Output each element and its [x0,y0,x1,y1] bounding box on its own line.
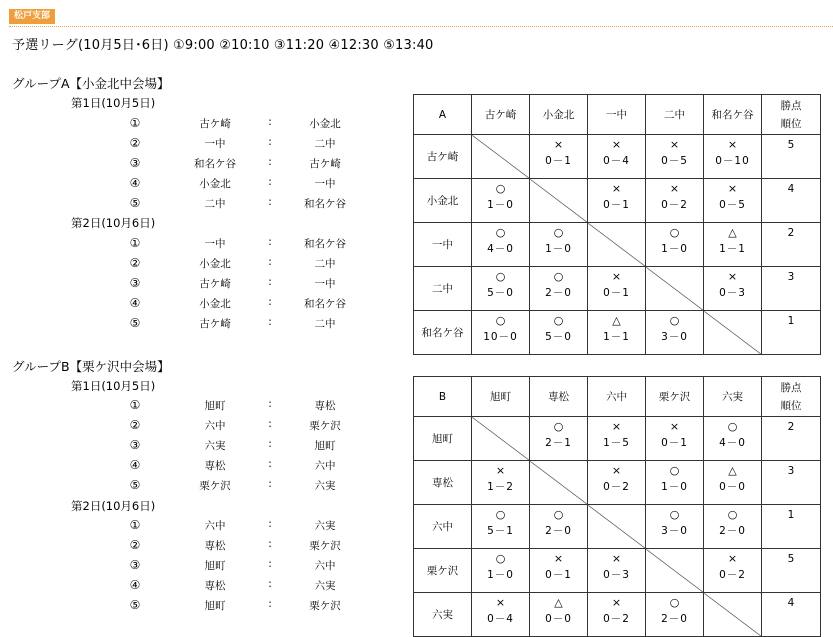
result-score: 0－2 [719,569,746,581]
result-mark: ○ [669,226,680,239]
result-cell [530,549,588,593]
result-cell [588,417,646,461]
result-mark: × [553,552,564,565]
match-number: ③ [129,156,141,170]
match-away-team: 一中 [314,178,336,190]
match-away-team: 一中 [314,278,336,290]
match-away-team: 二中 [314,258,336,270]
table-row [414,461,821,505]
table-header-row [414,377,821,417]
table-row [414,223,821,267]
table-row-team: 一中 [414,223,472,267]
self-cell-diagonal [646,549,704,593]
result-mark: ○ [553,226,564,239]
self-cell-diagonal [646,267,704,311]
match-away-team: 六実 [314,480,336,492]
result-mark: ○ [553,314,564,327]
result-cell [588,179,646,223]
result-mark: × [611,182,622,195]
rank-cell: 2 [762,223,821,267]
result-score: 5－0 [545,331,572,343]
result-cell [530,135,588,179]
result-score: 0－0 [719,481,746,493]
result-mark: ○ [495,552,506,565]
day-label: 第1日(10月5日) [71,96,156,110]
day-label: 第2日(10月6日) [71,216,156,230]
result-score: 1－2 [487,481,514,493]
result-cell [472,461,530,505]
result-cell [588,267,646,311]
result-cell [472,505,530,549]
match-row [0,176,400,196]
match-separator: : [268,458,272,470]
rank-cell: 3 [762,461,821,505]
result-cell [530,267,588,311]
table-row [414,179,821,223]
match-number: ④ [129,176,141,190]
table-column-team: 和名ケ谷 [704,95,762,135]
match-separator: : [268,518,272,530]
rank-cell: 4 [762,593,821,637]
self-cell-diagonal [472,417,530,461]
self-cell-diagonal [530,461,588,505]
result-score: 2－0 [661,613,688,625]
result-cell [704,505,762,549]
match-row [0,558,400,578]
table-column-team: 二中 [646,95,704,135]
rank-cell: 5 [762,549,821,593]
match-home-team: 一中 [204,138,226,150]
result-mark: × [611,596,622,609]
match-number: ① [129,116,141,130]
result-score: 0－1 [661,437,688,449]
table-row-team: 六実 [414,593,472,637]
match-away-team: 古ケ崎 [309,158,341,170]
match-row [0,156,400,176]
match-separator: : [268,558,272,570]
match-row [0,116,400,136]
table-row-team: 栗ケ沢 [414,549,472,593]
result-score: 5－1 [487,525,514,537]
result-mark: × [669,138,680,151]
rank-cell: 5 [762,135,821,179]
result-score: 5－0 [487,287,514,299]
group-title: グループB【栗ケ沢中会場】 [12,359,170,374]
schedule-line: 予選リーグ(10月5日･6日) ①9:00 ②10:10 ③11:20 ④12:30 ⑤13:40 [12,38,434,53]
self-cell-diagonal [704,593,762,637]
result-mark: ○ [669,508,680,521]
match-away-team: 和名ケ谷 [304,238,346,250]
result-cell [588,461,646,505]
result-cell [472,549,530,593]
match-separator: : [268,116,272,128]
result-score: 0－4 [603,155,630,167]
result-score: 0－10 [715,155,750,167]
match-away-team: 六実 [314,520,336,532]
self-cell-diagonal [704,311,762,355]
match-number: ② [129,418,141,432]
result-mark: × [611,552,622,565]
match-away-team: 専松 [314,400,336,412]
result-cell [704,267,762,311]
result-cell [472,267,530,311]
result-score: 1－0 [661,243,688,255]
match-separator: : [268,598,272,610]
result-cell [588,593,646,637]
match-row [0,398,400,418]
result-cell [704,179,762,223]
rank-cell: 4 [762,179,821,223]
result-cell [704,549,762,593]
match-home-team: 古ケ崎 [199,278,231,290]
result-score: 1－0 [661,481,688,493]
result-mark: ○ [495,270,506,283]
match-separator: : [268,478,272,490]
match-home-team: 六中 [204,520,226,532]
match-separator: : [268,276,272,288]
match-home-team: 一中 [204,238,226,250]
match-separator: : [268,196,272,208]
match-away-team: 和名ケ谷 [304,298,346,310]
result-mark: × [611,270,622,283]
match-home-team: 旭町 [204,400,226,412]
match-row [0,578,400,598]
match-home-team: 小金北 [199,298,231,310]
match-row [0,518,400,538]
result-score: 0－1 [603,287,630,299]
result-mark: × [727,138,738,151]
match-number: ③ [129,438,141,452]
match-number: ① [129,518,141,532]
table-row-team: 和名ケ谷 [414,311,472,355]
day-label: 第1日(10月5日) [71,379,156,393]
self-cell-diagonal [588,505,646,549]
table-column-team: 小金北 [530,95,588,135]
result-score: 1－0 [545,243,572,255]
table-row [414,505,821,549]
match-away-team: 栗ケ沢 [309,540,341,552]
result-cell [530,593,588,637]
match-home-team: 専松 [204,460,226,472]
result-mark: × [611,420,622,433]
result-score: 3－0 [661,331,688,343]
result-mark: ○ [727,508,738,521]
result-score: 0－2 [603,613,630,625]
match-home-team: 六中 [204,420,226,432]
result-cell [646,311,704,355]
result-score: 0－0 [545,613,572,625]
table-row [414,593,821,637]
table-row-team: 小金北 [414,179,472,223]
match-home-team: 古ケ崎 [199,118,231,130]
result-score: 1－1 [603,331,630,343]
result-cell [646,593,704,637]
match-away-team: 小金北 [309,118,341,130]
match-away-team: 六中 [314,560,336,572]
table-row [414,549,821,593]
match-number: ③ [129,276,141,290]
result-cell [530,223,588,267]
match-row [0,196,400,216]
result-score: 10－0 [483,331,518,343]
result-score: 2－1 [545,437,572,449]
match-row [0,276,400,296]
result-score: 0－1 [545,155,572,167]
rank-cell: 1 [762,311,821,355]
result-cell [472,223,530,267]
match-row [0,296,400,316]
match-separator: : [268,136,272,148]
table-column-team: 旭町 [472,377,530,417]
result-cell [472,593,530,637]
match-separator: : [268,296,272,308]
match-row [0,458,400,478]
branch-tag: 松戸支部 [9,9,55,24]
rank-cell: 2 [762,417,821,461]
result-mark: ○ [495,182,506,195]
table-column-team: 栗ケ沢 [646,377,704,417]
result-mark: × [669,420,680,433]
table-row-team: 旭町 [414,417,472,461]
table-column-team: 六中 [588,377,646,417]
result-cell [530,505,588,549]
table-row [414,267,821,311]
match-separator: : [268,418,272,430]
rank-cell: 1 [762,505,821,549]
match-row [0,598,400,618]
result-cell [588,549,646,593]
result-mark: ○ [495,226,506,239]
result-mark: △ [728,226,737,239]
group-title: グループA【小金北中会場】 [12,76,170,91]
match-home-team: 小金北 [199,258,231,270]
match-separator: : [268,236,272,248]
result-cell [646,417,704,461]
match-away-team: 栗ケ沢 [309,420,341,432]
points-rank-header: 勝点 順位 [762,95,821,135]
result-cell [588,135,646,179]
match-separator: : [268,256,272,268]
match-number: ① [129,398,141,412]
match-row [0,236,400,256]
result-cell [588,311,646,355]
day-label: 第2日(10月6日) [71,499,156,513]
table-row-team: 二中 [414,267,472,311]
result-score: 0－2 [661,199,688,211]
match-number: ① [129,236,141,250]
results-table [413,94,821,355]
match-separator: : [268,438,272,450]
match-separator: : [268,578,272,590]
table-row [414,135,821,179]
result-cell [646,223,704,267]
match-separator: : [268,176,272,188]
match-home-team: 小金北 [199,178,231,190]
points-rank-header: 勝点 順位 [762,377,821,417]
match-number: ③ [129,558,141,572]
result-cell [646,179,704,223]
self-cell-diagonal [588,223,646,267]
table-row-team: 六中 [414,505,472,549]
match-home-team: 二中 [204,198,226,210]
result-mark: × [611,464,622,477]
match-home-team: 栗ケ沢 [199,480,231,492]
match-away-team: 栗ケ沢 [309,600,341,612]
result-cell [704,135,762,179]
result-mark: ○ [669,464,680,477]
result-score: 0－5 [719,199,746,211]
result-cell [646,461,704,505]
match-separator: : [268,538,272,550]
match-number: ④ [129,458,141,472]
result-mark: ○ [553,270,564,283]
match-away-team: 二中 [314,138,336,150]
table-row-team: 古ケ崎 [414,135,472,179]
result-score: 0－1 [603,199,630,211]
match-away-team: 旭町 [314,440,336,452]
result-score: 2－0 [719,525,746,537]
match-away-team: 六実 [314,580,336,592]
match-number: ⑤ [129,478,141,492]
result-score: 1－1 [719,243,746,255]
result-mark: △ [728,464,737,477]
result-score: 0－3 [603,569,630,581]
result-mark: × [727,270,738,283]
result-cell [472,179,530,223]
result-mark: ○ [495,314,506,327]
table-column-team: 一中 [588,95,646,135]
result-cell [530,417,588,461]
result-score: 0－1 [545,569,572,581]
result-mark: ○ [553,508,564,521]
table-column-team: 専松 [530,377,588,417]
result-mark: × [727,182,738,195]
result-mark: ○ [495,508,506,521]
match-row [0,316,400,336]
result-score: 2－0 [545,287,572,299]
match-separator: : [268,398,272,410]
result-cell [704,461,762,505]
match-row [0,136,400,156]
result-mark: ○ [727,420,738,433]
result-score: 4－0 [719,437,746,449]
match-home-team: 専松 [204,580,226,592]
table-column-team: 古ケ崎 [472,95,530,135]
result-score: 0－5 [661,155,688,167]
match-row [0,418,400,438]
result-score: 3－0 [661,525,688,537]
result-mark: × [727,552,738,565]
result-score: 1－0 [487,569,514,581]
table-row [414,417,821,461]
result-mark: × [495,596,506,609]
result-cell [646,505,704,549]
result-cell [530,311,588,355]
self-cell-diagonal [472,135,530,179]
result-score: 1－5 [603,437,630,449]
match-row [0,478,400,498]
match-separator: : [268,316,272,328]
match-number: ④ [129,296,141,310]
result-mark: ○ [553,420,564,433]
table-header-row [414,95,821,135]
rank-cell: 3 [762,267,821,311]
result-mark: × [553,138,564,151]
match-home-team: 六実 [204,440,226,452]
table-corner-label: B [414,377,472,417]
result-mark: ○ [669,314,680,327]
result-cell [646,135,704,179]
table-row-team: 専松 [414,461,472,505]
match-home-team: 和名ケ谷 [194,158,236,170]
table-column-team: 六実 [704,377,762,417]
result-cell [704,223,762,267]
match-number: ⑤ [129,316,141,330]
match-number: ② [129,256,141,270]
result-score: 0－2 [603,481,630,493]
match-number: ② [129,136,141,150]
match-row [0,256,400,276]
match-row [0,538,400,558]
match-away-team: 六中 [314,460,336,472]
match-home-team: 古ケ崎 [199,318,231,330]
self-cell-diagonal [530,179,588,223]
match-separator: : [268,156,272,168]
results-table [413,376,821,637]
result-score: 2－0 [545,525,572,537]
match-away-team: 二中 [314,318,336,330]
match-number: ② [129,538,141,552]
match-home-team: 旭町 [204,600,226,612]
result-cell [472,311,530,355]
header-divider [9,26,833,27]
match-away-team: 和名ケ谷 [304,198,346,210]
match-row [0,438,400,458]
match-number: ⑤ [129,598,141,612]
result-mark: ○ [669,596,680,609]
table-corner-label: A [414,95,472,135]
result-score: 0－4 [487,613,514,625]
match-number: ④ [129,578,141,592]
match-home-team: 旭町 [204,560,226,572]
result-score: 0－3 [719,287,746,299]
result-mark: △ [554,596,563,609]
table-row [414,311,821,355]
result-score: 4－0 [487,243,514,255]
result-score: 1－0 [487,199,514,211]
result-cell [704,417,762,461]
match-number: ⑤ [129,196,141,210]
result-mark: × [495,464,506,477]
result-mark: △ [612,314,621,327]
result-mark: × [669,182,680,195]
match-home-team: 専松 [204,540,226,552]
result-mark: × [611,138,622,151]
